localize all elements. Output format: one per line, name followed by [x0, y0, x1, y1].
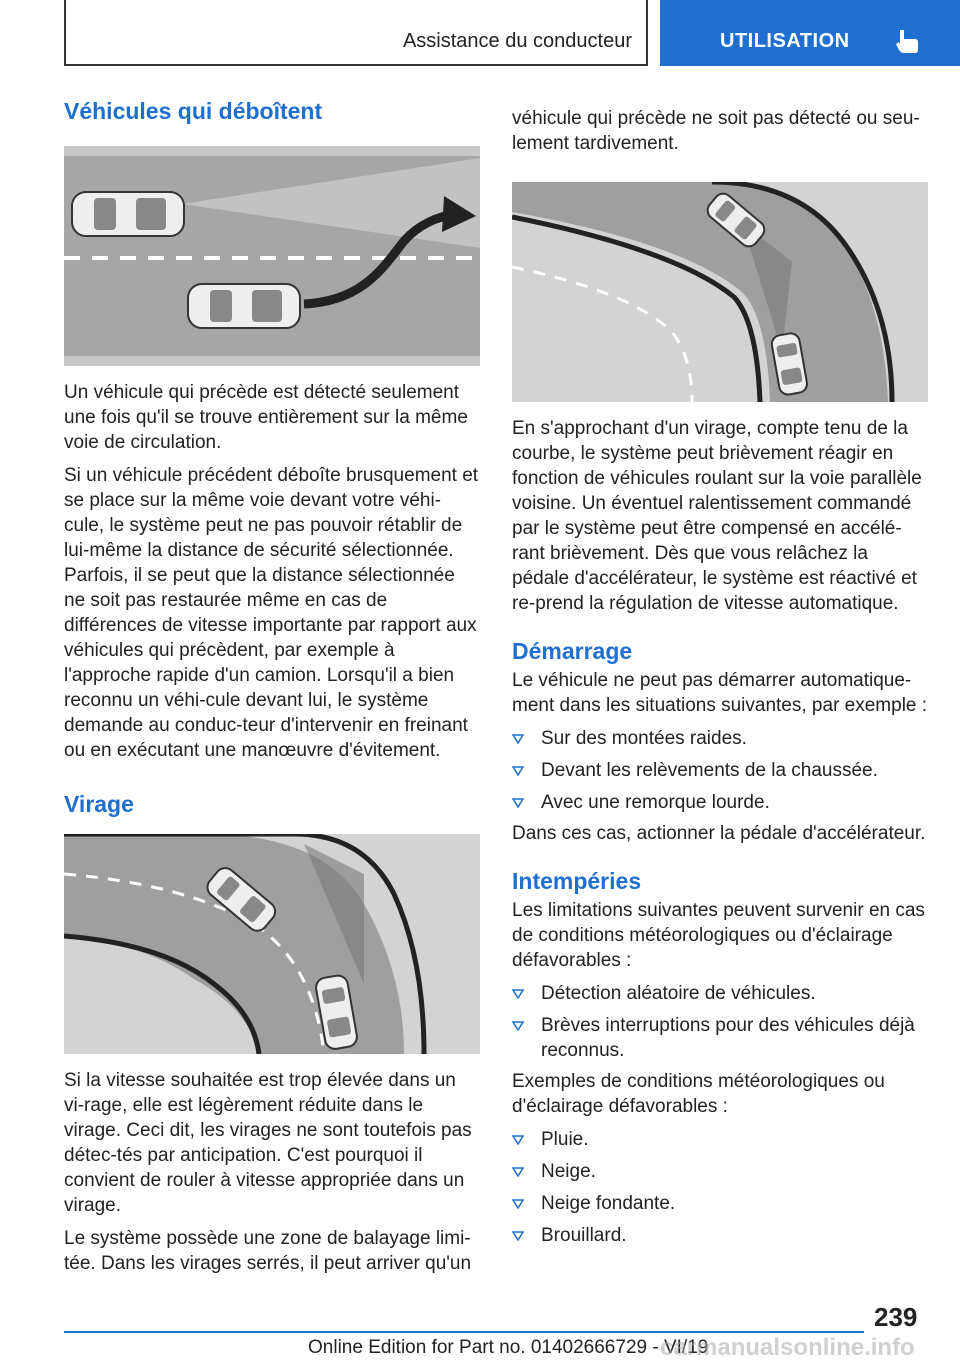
bullet-triangle-icon: [512, 1199, 524, 1209]
list-weather-effects: [512, 981, 928, 1063]
footer-edition: Online Edition for Part no. 01402666729 - VI/19: [308, 1337, 709, 1358]
list-item: Sur des montées raides.: [512, 726, 928, 751]
header-chapter-tab: [660, 0, 960, 66]
list-item: Brèves interruptions pour des véhicules déjà reconnus.: [512, 1013, 928, 1063]
list-item: Brouillard.: [512, 1223, 928, 1248]
list-item: Pluie.: [512, 1127, 928, 1152]
paragraph-weather-limits: Les limitations suivantes peuvent survenir en cas de conditions météorologiques ou d'éclairage défavorables :: [512, 900, 925, 971]
paragraph-scan-zone-cont: véhicule qui précède ne soit pas détecté ou seu-lement tardivement.: [512, 108, 920, 154]
pointing-hand-icon: [894, 28, 920, 54]
page-number: 239: [874, 1302, 918, 1332]
heading-virage: Virage: [64, 791, 134, 817]
bullet-triangle-icon: [512, 1021, 524, 1031]
bullet-triangle-icon: [512, 989, 524, 999]
paragraph-scan-zone: Le système possède une zone de balayage limi-tée. Dans les virages serrés, il peut arriver qu'un: [64, 1228, 472, 1274]
illustration-curve-right: [512, 182, 928, 402]
list-weather-conditions: [512, 1127, 928, 1248]
footer-divider: [64, 1331, 864, 1333]
header-section-box: [64, 0, 648, 66]
left-column: [64, 96, 480, 1276]
list-start-situations: [512, 726, 928, 815]
bullet-triangle-icon: [512, 1135, 524, 1145]
paragraph-start-limits: Le véhicule ne peut pas démarrer automatique-ment dans les situations suivantes, par exemple :: [512, 670, 928, 716]
list-item: Neige.: [512, 1159, 928, 1184]
paragraph-cut-in: Si un véhicule précédent déboîte brusquement et se place sur la même voie devant votre véhi-cule, le système peut ne pas pouvoir rétablir de lui-même la distance de sécurité sélectionnée. Parfois, il se peut que la distance sélectionnée ne soit pas restaurée même en cas de différences de vitesse importante par rapport aux véhicules qui précèdent, par exemple à l'approche rapide d'un camion. Lorsqu'il a bien reconnu un véhi-cule devant lui, le système demande au conduc-teur d'intervenir en freinant ou en exécutant une manœuvre d'évitement.: [64, 465, 479, 761]
footer-watermark: carmanualsonline.info: [660, 1334, 915, 1361]
bullet-triangle-icon: [512, 734, 524, 744]
header-chapter-label: UTILISATION: [720, 30, 850, 52]
illustration-cut-in-vehicle: [64, 146, 480, 366]
paragraph-weather-examples: Exemples de conditions météorologiques ou d'éclairage défavorables :: [512, 1071, 885, 1117]
bullet-triangle-icon: [512, 766, 524, 776]
list-item: Neige fondante.: [512, 1191, 928, 1216]
paragraph-curve-speed: Si la vitesse souhaitée est trop élevée dans un vi-rage, elle est légèrement réduite dans le virage. Ceci dit, les virages ne sont toutefois pas détec-tés par anticipation. C'est pourquoi il convient de rouler à vitesse appropriée dans un virage.: [64, 1070, 472, 1216]
list-item: Devant les relèvements de la chaussée.: [512, 758, 928, 783]
paragraph-detection: Un véhicule qui précède est détecté seulement une fois qu'il se trouve entièrement sur la même voie de circulation.: [64, 382, 468, 453]
bullet-triangle-icon: [512, 1231, 524, 1241]
paragraph-accelerator: Dans ces cas, actionner la pédale d'accélérateur.: [512, 823, 926, 844]
list-item: Détection aléatoire de véhicules.: [512, 981, 928, 1006]
right-column: [512, 106, 928, 1248]
list-item: Avec une remorque lourde.: [512, 790, 928, 815]
paragraph-curve-approach: En s'approchant d'un virage, compte tenu de la courbe, le système peut brièvement réagir en fonction de véhicules roulant sur la voie parallèle voisine. Un éventuel ralentissement commandé par le système peut être compensé en accélé-rant brièvement. Dès que vous relâchez la pédale d'accélérateur, le système est réactivé et re-prend la régulation de vitesse automatique.: [512, 418, 922, 614]
bullet-triangle-icon: [512, 798, 524, 808]
heading-demarrage: Démarrage: [512, 638, 633, 664]
bullet-triangle-icon: [512, 1167, 524, 1177]
heading-vehicules-deboitent: Véhicules qui déboîtent: [64, 98, 323, 124]
illustration-curve-left: [64, 834, 480, 1054]
heading-intemperies: Intempéries: [512, 868, 642, 894]
header-section-title: Assistance du conducteur: [402, 30, 632, 52]
